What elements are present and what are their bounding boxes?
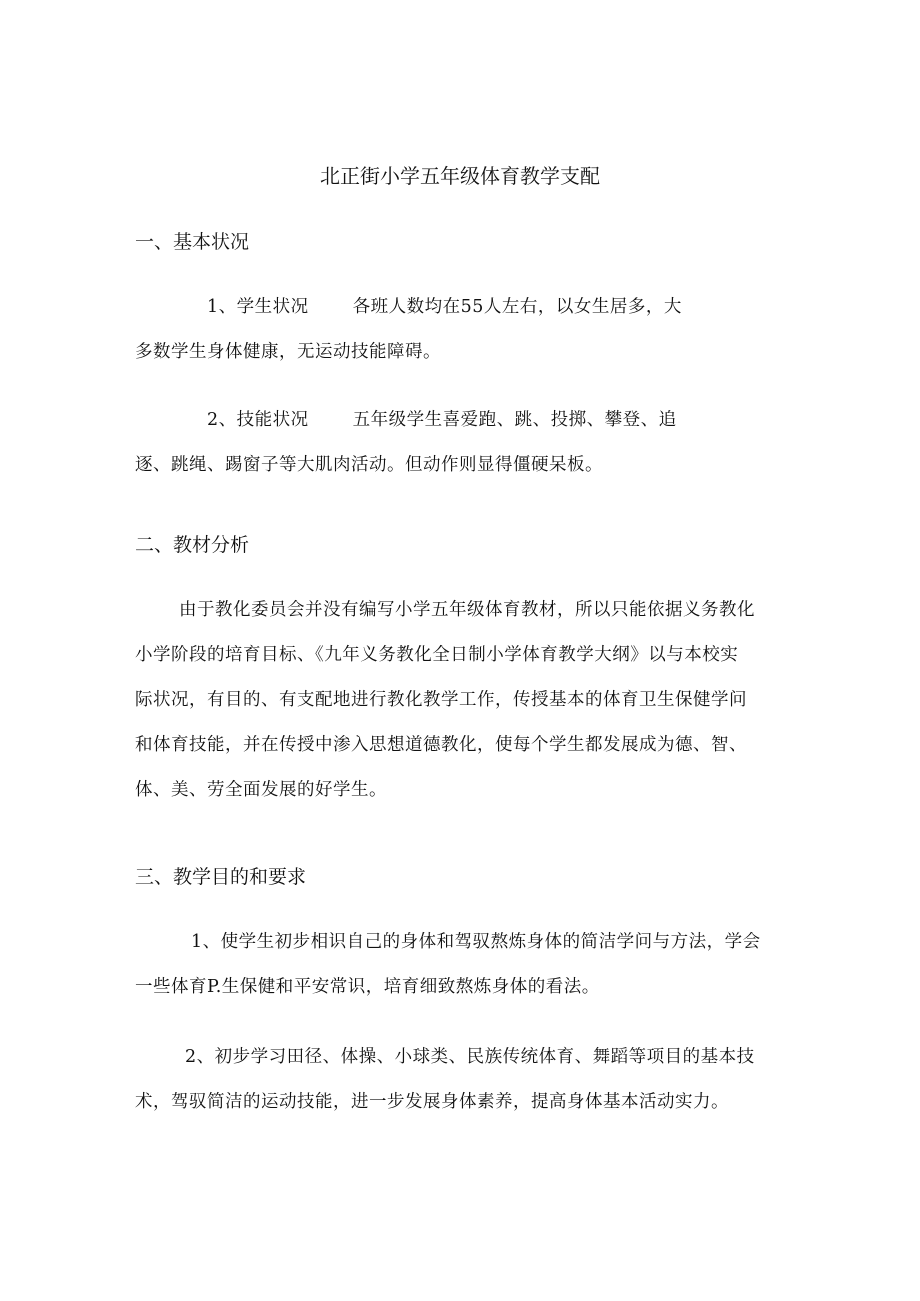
paragraph-line	[135, 398, 825, 443]
paragraph-line: 2、初步学习田径、体操、小球类、民族传统体育、舞蹈等项目的基本技	[185, 1047, 755, 1067]
item-text: 五年级学生喜爱跑、跳、投掷、攀登、追	[352, 410, 677, 430]
section-heading-basic-situation: 一、基本状况	[135, 231, 250, 253]
section-heading-teaching-goals: 三、教学目的和要求	[135, 866, 307, 888]
paragraph-skill-situation	[135, 398, 825, 488]
document-title: 北正街小学五年级体育教学支配	[320, 164, 600, 188]
paragraph-line: 一些体育P.生保健和平安常识，培育细致熬炼身体的看法。	[135, 977, 600, 997]
paragraph-line: 逐、跳绳、踢窗子等大肌肉活动。但动作则显得僵硬呆板。	[135, 455, 603, 475]
paragraph-line: 术，驾驭简洁的运动技能，进一步发展身体素养，提高身体基本活动实力。	[135, 1092, 729, 1112]
paragraph-line: 体、美、劳全面发展的好学生。	[135, 780, 387, 800]
paragraph-goal-1	[135, 920, 825, 1010]
item-text: 各班人数均在55人左右，以女生居多，大	[352, 297, 682, 317]
paragraph-line: 1、使学生初步相识自己的身体和驾驭熬炼身体的简洁学问与方法，学会	[191, 932, 761, 952]
paragraph-line: 由于教化委员会并没有编写小学五年级体育教材，所以只能依据义务教化	[179, 600, 755, 620]
paragraph-line: 际状况，有目的、有支配地进行教化教学工作，传授基本的体育卫生保健学问	[135, 690, 747, 710]
item-label: 1、学生状况	[207, 297, 309, 317]
item-label: 2、技能状况	[207, 410, 309, 430]
paragraph-line: 小学阶段的培育目标、《九年义务教化全日制小学体育教学大纲》以与本校实	[135, 645, 739, 665]
section-heading-material-analysis: 二、教材分析	[135, 534, 250, 556]
paragraph-line	[135, 285, 825, 330]
paragraph-line: 和体育技能，并在传授中渗入思想道德教化，使每个学生都发展成为德、智、	[135, 735, 747, 755]
paragraph-goal-2	[135, 1035, 825, 1125]
paragraph-material-analysis	[135, 588, 825, 813]
paragraph-student-situation	[135, 285, 825, 375]
paragraph-line: 多数学生身体健康，无运动技能障碍。	[135, 342, 441, 362]
